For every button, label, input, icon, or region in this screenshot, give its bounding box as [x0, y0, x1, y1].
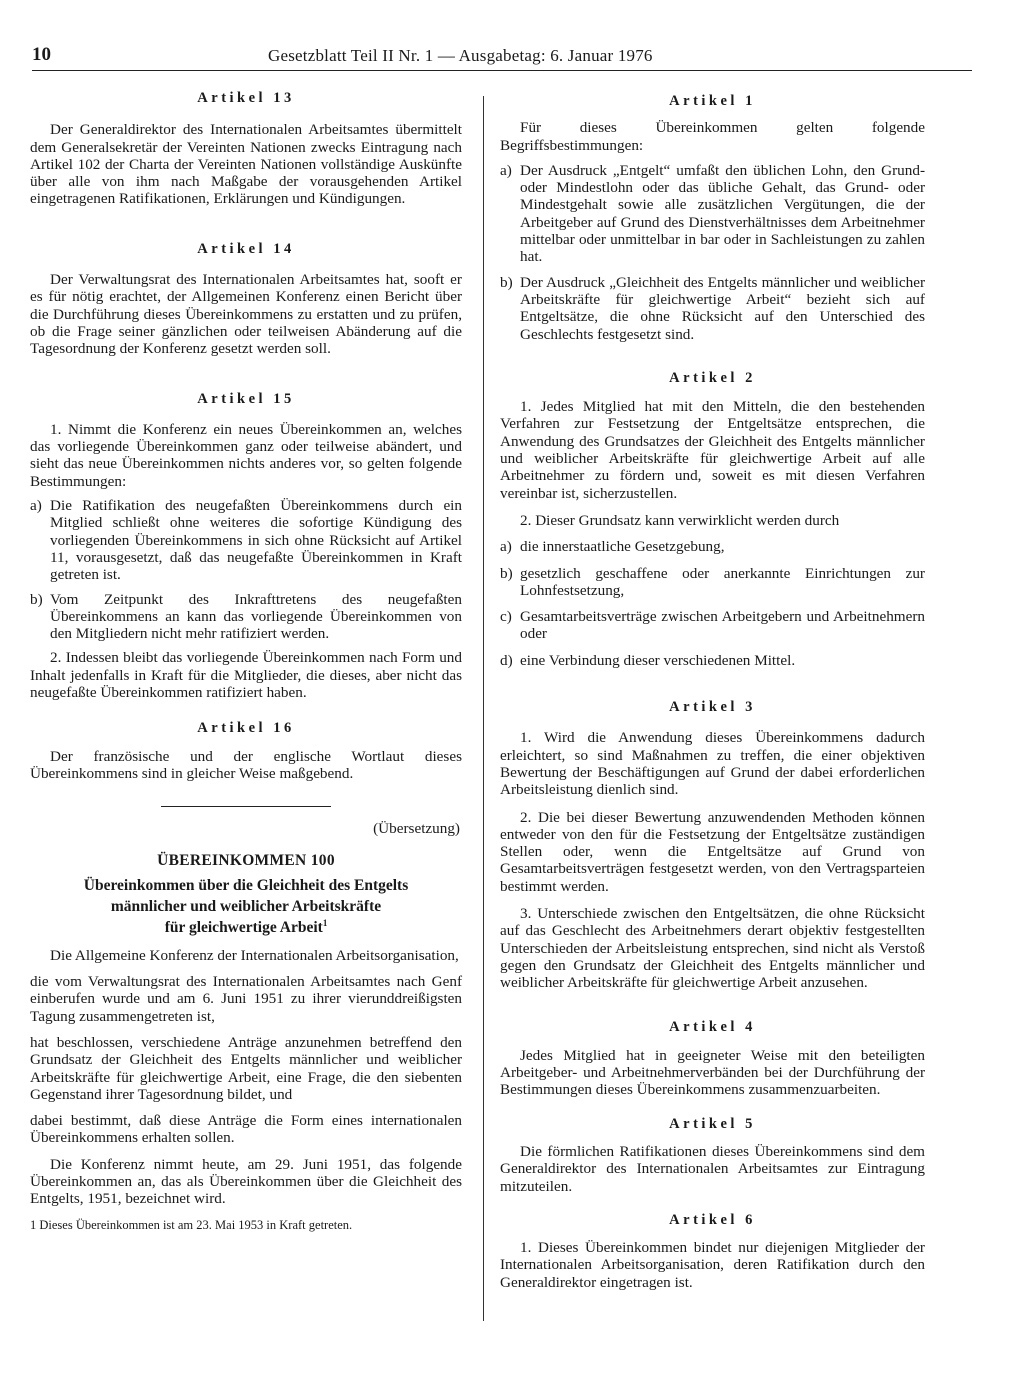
article-13-heading: Artikel 13: [197, 90, 295, 106]
preamble-paragraph-1: Die Allgemeine Konferenz der Internationalen Arbeitsorganisation,: [50, 946, 459, 964]
item-label: a): [500, 161, 512, 179]
convention-subtitle-line-3: [30, 917, 462, 938]
article-14-text: Der Verwaltungsrat des Internationalen Arbeitsamtes hat, sooft er es für nötig erachtet, der Allgemeinen Konferenz einen Bericht über die Durchführung dieses Übereinkommens zu erstatten und zu prüfen, ob die Frage seiner gänzlichen oder teilweisen Abänderung auf die Tagesordnung der Konferenz gesetzt werden soll.: [30, 271, 462, 358]
item-label: b): [500, 564, 513, 582]
column-divider: [483, 96, 484, 1321]
item-text: Der Ausdruck „Entgelt“ umfaßt den üblichen Lohn, den Grund- oder Mindestlohn oder das übliche Gehalt, das Grund- oder Mindestgehalt sowie alle zusätzlichen Vergütungen, die der Arbeitgeber auf Grund des Dienstverhältnisses dem Arbeitnehmer mittelbar oder unmittelbar in bar oder in Sachleistungen zu zahlen hat.: [520, 161, 925, 266]
left-column: [30, 88, 462, 1233]
article-1-intro: Für dieses Übereinkommen gelten folgende Begriffsbestimmungen:: [500, 119, 925, 154]
article-3-paragraph-1: 1. Wird die Anwendung dieses Übereinkommens dadurch erleichtert, so sind Maßnahmen zu treffen, die einer objektiven Bewertung der Beschäftigungen auf Grund der dabei erforderlichen Arbeitsleistung dienlich sind.: [500, 729, 925, 799]
convention-title: ÜBEREINKOMMEN 100: [157, 851, 335, 869]
article-15-item-a: [30, 497, 462, 583]
item-label: b): [30, 590, 43, 608]
item-text: Die Ratifikation des neugefaßten Übereinkommens durch ein Mitglied schließt ohne weiteres die sofortige Kündigung des vorliegenden Übereinkommens in sich ohne Rücksicht auf Artikel 11, vorausgesetzt, daß das neugefaßte Übereinkommen in Kraft getreten ist.: [50, 497, 462, 584]
article-3-heading: Artikel 3: [669, 699, 756, 716]
article-2-paragraph-2: 2. Dieser Grundsatz kann verwirklicht werden durch: [520, 511, 840, 529]
convention-subtitle-text: für gleichwertige Arbeit: [164, 918, 323, 936]
article-14-heading: Artikel 14: [197, 240, 295, 257]
running-head: Gesetzblatt Teil II Nr. 1 — Ausgabetag: 6. Januar 1976: [268, 46, 653, 65]
section-separator: [161, 806, 331, 807]
item-text: Gesamtarbeitsverträge zwischen Arbeitgebern und Arbeitnehmern oder: [520, 608, 925, 643]
article-2-item-b: [500, 565, 925, 600]
item-label: c): [500, 608, 512, 626]
article-5-text: Die förmlichen Ratifikationen dieses Übereinkommens sind dem Generaldirektor des Internationalen Arbeitsamtes zur Eintragung mitzuteilen.: [500, 1142, 925, 1195]
article-1-item-b: [500, 274, 925, 343]
preamble-paragraph-4: dabei bestimmt, daß diese Anträge die Form eines internationalen Übereinkommens erhalten sollen.: [30, 1112, 462, 1147]
convention-subtitle-line-2: männlicher und weiblicher Arbeitskräfte: [110, 897, 382, 915]
item-text: eine Verbindung dieser verschiedenen Mittel.: [520, 651, 796, 669]
item-label: a): [30, 497, 42, 515]
page-number: 10: [32, 44, 51, 65]
article-4-heading: Artikel 4: [669, 1019, 756, 1036]
article-16-heading: Artikel 16: [197, 720, 295, 737]
article-2-item-a: [500, 538, 925, 555]
article-6-heading: Artikel 6: [669, 1211, 756, 1228]
convention-subtitle-line-1: Übereinkommen über die Gleichheit des Entgelts: [83, 876, 409, 894]
preamble-paragraph-5: Die Konferenz nimmt heute, am 29. Juni 1951, das folgende Übereinkommen an, das als Übereinkommen über die Gleichheit des Entgelts, 1951, bezeichnet wird.: [30, 1155, 462, 1208]
right-column: [500, 88, 925, 1291]
item-text: Vom Zeitpunkt des Inkrafttretens des neugefaßten Übereinkommens an kann das vorliegende Übereinkommen von den Mitgliedern nicht mehr ratifiziert werden.: [50, 590, 462, 643]
article-1-heading: Artikel 1: [669, 93, 756, 109]
article-15-paragraph-2: 2. Indessen bleibt das vorliegende Übereinkommen nach Form und Inhalt jedenfalls in Kraft für die Mitglieder, die dieses, aber nicht das neugefaßte Übereinkommen ratifiziert haben.: [30, 649, 462, 702]
header-rule: [32, 70, 972, 71]
article-16-text: Der französische und der englische Wortlaut dieses Übereinkommens sind in gleicher Weise maßgebend.: [30, 747, 462, 782]
article-4-text: Jedes Mitglied hat in geeigneter Weise mit den beteiligten Arbeitgeber- und Arbeitnehmerverbänden bei der Durchführung der Bestimmungen dieses Übereinkommens zusammenzuarbeiten.: [500, 1046, 925, 1099]
translation-note: (Übersetzung): [373, 820, 460, 838]
article-13-text: Der Generaldirektor des Internationalen Arbeitsamtes übermittelt dem Generalsekretär der Vereinten Nationen zwecks Eintragung nach Artikel 102 der Charta der Vereinten Nationen vollständige Auskünfte über alle von ihm nach Maßgabe der vorausgehenden Artikel eingetragenen Ratifikationen, Erklärungen und Kündigungen.: [30, 121, 462, 208]
article-15-heading: Artikel 15: [197, 390, 295, 407]
article-3-paragraph-2: 2. Die bei dieser Bewertung anzuwendenden Methoden können entweder von den für die Festsetzung der Entgeltsätze zuständigen Stellen oder, wenn die Entgeltsätze auf Grund von Gesamtarbeitsverträgen festgesetzt werden, von den Vertragsparteien bestimmt werden.: [500, 808, 925, 895]
item-text: Der Ausdruck „Gleichheit des Entgelts männlicher und weiblicher Arbeitskräfte für gleichwertige Arbeit“ bezieht sich auf Entgeltsätze, die ohne Rücksicht auf den Unterschied des Geschlechts festgesetzt sind.: [520, 273, 925, 343]
footnote: 1 Dieses Übereinkommen ist am 23. Mai 1953 in Kraft getreten.: [30, 1217, 353, 1232]
article-2-heading: Artikel 2: [669, 369, 756, 386]
article-15-item-b: [30, 591, 462, 643]
article-15-paragraph-1: 1. Nimmt die Konferenz ein neues Übereinkommen an, welches das vorliegende Übereinkommen ganz oder teilweise abändert, und sieht das neue Übereinkommen nichts anderes vor, so gelten folgende Bestimmungen:: [30, 420, 462, 490]
preamble-paragraph-2: die vom Verwaltungsrat des Internationalen Arbeitsamtes nach Genf einberufen wurde und am 6. Juni 1951 zu ihrer vierunddreißigsten Tagung zusammengetreten ist,: [30, 973, 462, 1025]
item-label: b): [500, 273, 513, 291]
preamble-paragraph-3: hat beschlossen, verschiedene Anträge anzunehmen betreffend den Grundsatz der Gleichheit des Entgelts männlicher und weiblicher Arbeitskräfte für gleichwertige Arbeit, eine Frage, die den siebenten Gegenstand ihrer Tagesordnung bildet, und: [30, 1033, 462, 1103]
article-2-item-c: [500, 608, 925, 643]
article-3-paragraph-3: 3. Unterschiede zwischen den Entgeltsätzen, die ohne Rücksicht auf das Geschlecht des Arbeitnehmers derart objektiv festgestellten Unterschieden der Arbeitsleistung entsprechen, sind nicht als Verstoß gegen den Grundsatz der Gleichheit des Entgelts männlicher und weiblicher Arbeitskräfte für gleichwertige Arbeit anzusehen.: [500, 904, 925, 992]
article-2-paragraph-1: 1. Jedes Mitglied hat mit den Mitteln, die den bestehenden Verfahren zur Festsetzung der Entgeltsätze entsprechen, die Anwendung des Grundsatzes der Gleichheit des Entgelts männlicher und weiblicher Arbeitskräfte für gleichwertige Arbeit auf alle Arbeitnehmer zu fördern und, soweit es mit diesen Verfahren vereinbar ist, sicherzustellen.: [500, 398, 925, 502]
item-text: die innerstaatliche Gesetzgebung,: [520, 538, 725, 556]
item-label: a): [500, 538, 512, 556]
item-text: gesetzlich geschaffene oder anerkannte Einrichtungen zur Lohnfestsetzung,: [520, 564, 925, 599]
item-label: d): [500, 651, 513, 669]
article-2-item-d: [500, 652, 925, 669]
article-6-text: 1. Dieses Übereinkommen bindet nur diejenigen Mitglieder der Internationalen Arbeitsorganisation, deren Ratifikation durch den Generaldirektor eingetragen ist.: [500, 1239, 925, 1291]
article-1-item-a: [500, 162, 925, 266]
footnote-marker: 1: [322, 917, 328, 928]
article-5-heading: Artikel 5: [669, 1115, 756, 1132]
